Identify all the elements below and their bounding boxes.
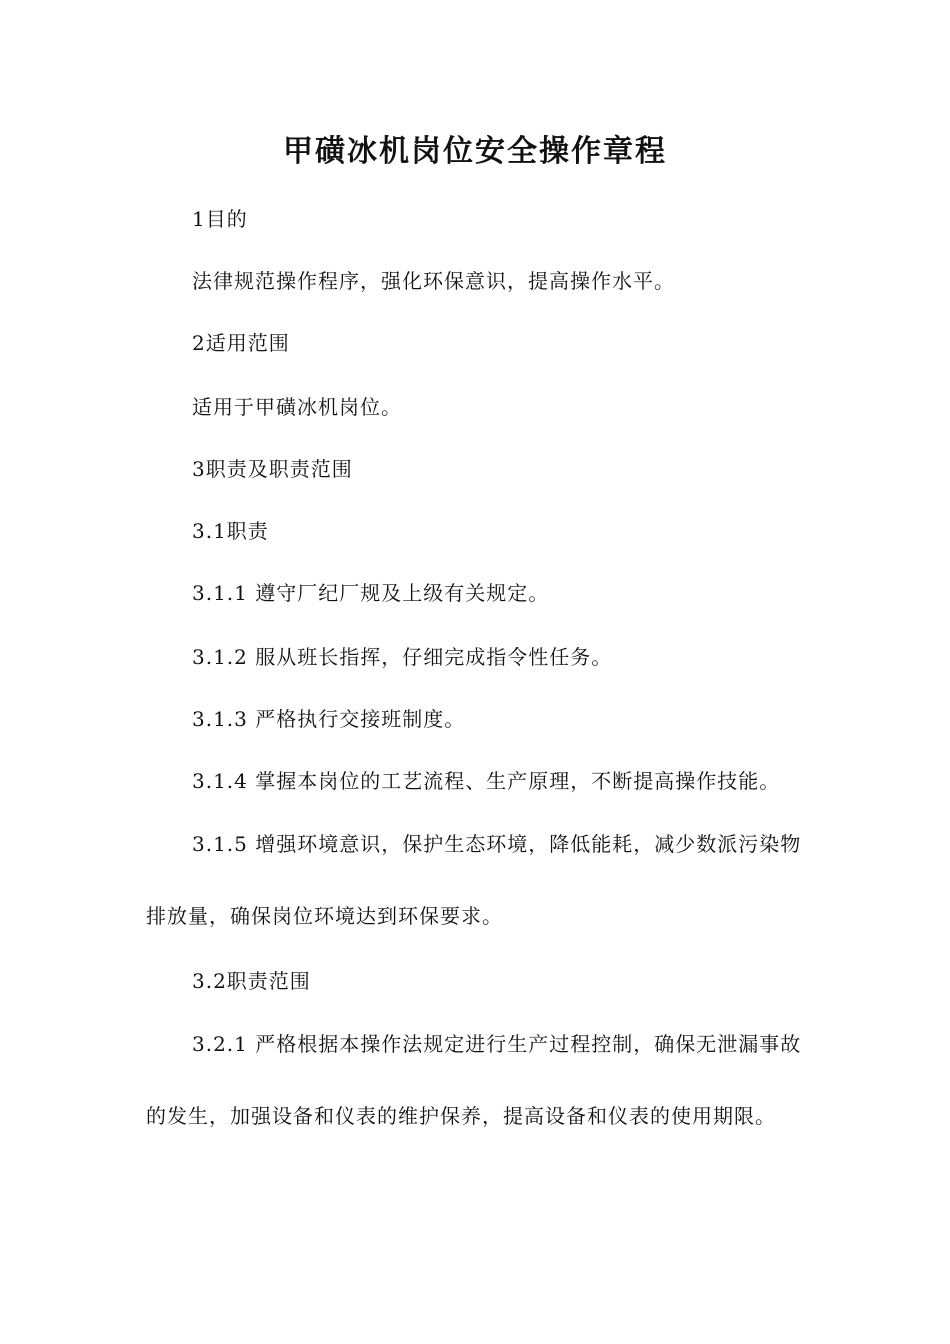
list-item-3-2-1: 3.2.1 严格根据本操作法规定进行生产过程控制，确保无泄漏事故的发生，加强设备和仪表的维护保养，提高设备和仪表的使用期限。 <box>146 1032 802 1128</box>
document-title: 甲磺冰机岗位安全操作章程 <box>283 134 667 169</box>
paragraph-scope: 适用于甲磺冰机岗位。 <box>192 395 402 419</box>
list-item-3-1-1: 3.1.1 遵守厂纪厂规及上级有关规定。 <box>192 581 550 605</box>
section-heading-duties: 3职责及职责范围 <box>192 457 353 481</box>
section-heading-purpose: 1目的 <box>192 207 248 231</box>
subsection-heading-scope-of-duties: 3.2职责范围 <box>192 969 311 993</box>
section-heading-scope: 2适用范围 <box>192 331 290 355</box>
subsection-heading-duties: 3.1职责 <box>192 519 269 543</box>
list-item-3-1-5: 3.1.5 增强环境意识，保护生态环境，降低能耗，减少数派污染物排放量，确保岗位环境达到环保要求。 <box>146 832 802 928</box>
list-item-3-1-4: 3.1.4 掌握本岗位的工艺流程、生产原理，不断提高操作技能。 <box>192 769 781 793</box>
list-item-3-1-3: 3.1.3 严格执行交接班制度。 <box>192 707 466 731</box>
paragraph-purpose: 法律规范操作程序，强化环保意识，提高操作水平。 <box>192 269 675 293</box>
list-item-3-1-2: 3.1.2 服从班长指挥，仔细完成指令性任务。 <box>192 645 613 669</box>
